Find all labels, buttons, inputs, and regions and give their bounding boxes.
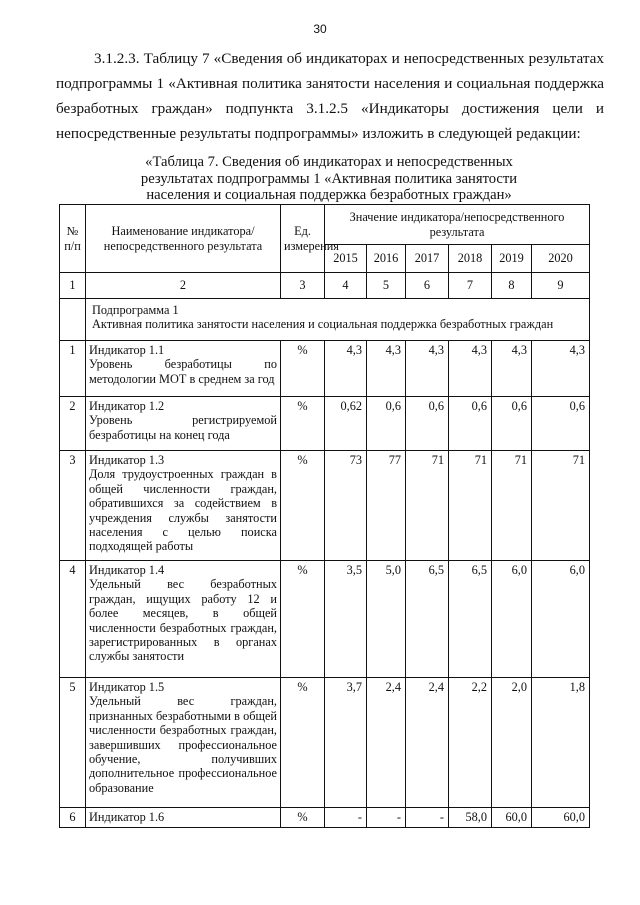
- value-cell: 4,3: [449, 341, 492, 397]
- value-cell: 0,6: [449, 397, 492, 451]
- unit-cell: %: [281, 341, 325, 397]
- indicator-description: Уровень регистрируемой безработицы на конец года: [89, 413, 277, 442]
- indicator-cell: [86, 678, 281, 808]
- value-cell: -: [406, 808, 449, 828]
- value-cell: 60,0: [492, 808, 532, 828]
- row-number: 2: [60, 397, 86, 451]
- header-year: 2020: [532, 245, 590, 273]
- value-cell: 0,6: [406, 397, 449, 451]
- value-cell: 6,0: [492, 561, 532, 678]
- header-num: № п/п: [60, 205, 86, 273]
- indicator-title: Индикатор 1.3: [89, 453, 165, 467]
- unit-cell: %: [281, 808, 325, 828]
- value-cell: 4,3: [367, 341, 406, 397]
- table-row: [60, 397, 590, 451]
- value-cell: 60,0: [532, 808, 590, 828]
- value-cell: 6,0: [532, 561, 590, 678]
- table-row: [60, 451, 590, 561]
- header-name: Наименование индикатора/непосредственного результата: [86, 205, 281, 273]
- indicator-title: Индикатор 1.5: [89, 680, 165, 694]
- row-number: 3: [60, 451, 86, 561]
- subprogram-row: [60, 299, 590, 341]
- indicator-description: Удельный вес безработных граждан, ищущих работу 12 и более месяцев, в общей численности безработных граждан, зарегистрированных в органах службы занятости: [89, 577, 277, 664]
- header-year: 2019: [492, 245, 532, 273]
- value-cell: 3,7: [325, 678, 367, 808]
- value-cell: 5,0: [367, 561, 406, 678]
- header-year: 2017: [406, 245, 449, 273]
- indicator-cell: [86, 561, 281, 678]
- row-number: 6: [60, 808, 86, 828]
- value-cell: 2,0: [492, 678, 532, 808]
- indicators-table: [59, 204, 590, 828]
- unit-cell: %: [281, 451, 325, 561]
- value-cell: 71: [492, 451, 532, 561]
- indicator-cell: [86, 397, 281, 451]
- value-cell: 6,5: [449, 561, 492, 678]
- value-cell: 0,6: [367, 397, 406, 451]
- value-cell: -: [325, 808, 367, 828]
- subprogram-label: Подпрограмма 1: [92, 303, 179, 317]
- value-cell: -: [367, 808, 406, 828]
- header-year: 2016: [367, 245, 406, 273]
- table-row: [60, 341, 590, 397]
- row-number: 5: [60, 678, 86, 808]
- column-number: 8: [492, 273, 532, 299]
- indicator-cell: [86, 808, 281, 828]
- value-cell: 73: [325, 451, 367, 561]
- table-row: [60, 678, 590, 808]
- table-row: [60, 808, 590, 828]
- value-cell: 4,3: [532, 341, 590, 397]
- column-number: 5: [367, 273, 406, 299]
- table-title: «Таблица 7. Сведения об индикаторах и непосредственных результатах подпрограммы 1 «Активная политика занятости населения и социальная поддержка безработных граждан»: [140, 154, 518, 203]
- subprogram-title: Активная политика занятости населения и социальная поддержка безработных граждан: [92, 317, 554, 332]
- indicator-description: Уровень безработицы по методологии МОТ в среднем за год: [89, 357, 277, 386]
- subprogram-cell: [86, 299, 590, 341]
- column-number: 9: [532, 273, 590, 299]
- indicator-title: Индикатор 1.1: [89, 343, 165, 357]
- value-cell: 2,4: [367, 678, 406, 808]
- row-number: 4: [60, 561, 86, 678]
- value-cell: 6,5: [406, 561, 449, 678]
- value-cell: 2,4: [406, 678, 449, 808]
- column-number: 6: [406, 273, 449, 299]
- value-cell: 0,6: [532, 397, 590, 451]
- indicator-cell: [86, 451, 281, 561]
- indicator-title: Индикатор 1.6: [89, 810, 165, 824]
- value-cell: 1,8: [532, 678, 590, 808]
- value-cell: 77: [367, 451, 406, 561]
- row-number: 1: [60, 341, 86, 397]
- unit-cell: %: [281, 397, 325, 451]
- value-cell: 71: [449, 451, 492, 561]
- indicator-title: Индикатор 1.2: [89, 399, 165, 413]
- value-cell: 71: [532, 451, 590, 561]
- indicator-title: Индикатор 1.4: [89, 563, 165, 577]
- table-row: [60, 561, 590, 678]
- header-value-group: Значение индикатора/непосредственного результата: [325, 205, 590, 245]
- indicator-description: Удельный вес граждан, признанных безработными в общей численности безработных граждан, завершивших профессиональное обучение, получивших дополнительное профессиональное образование: [89, 694, 277, 795]
- column-number: 7: [449, 273, 492, 299]
- intro-text: 3.1.2.3. Таблицу 7 «Сведения об индикаторах и непосредственных результатах подпрограммы 1 «Активная политика занятости населения и социальная поддержка безработных граждан» подпункта 3.1.2.5 «Индикаторы достижения цели и непосредственные результаты подпрограммы» изложить в следующей редакции:: [56, 50, 604, 142]
- column-number: 1: [60, 273, 86, 299]
- column-number: 2: [86, 273, 281, 299]
- column-number-row: [60, 273, 590, 299]
- header-year: 2015: [325, 245, 367, 273]
- indicator-cell: [86, 341, 281, 397]
- value-cell: 4,3: [325, 341, 367, 397]
- value-cell: 3,5: [325, 561, 367, 678]
- value-cell: 71: [406, 451, 449, 561]
- intro-paragraph: [56, 46, 604, 146]
- column-number: 3: [281, 273, 325, 299]
- page-number: 30: [313, 22, 327, 36]
- unit-cell: %: [281, 561, 325, 678]
- header-year: 2018: [449, 245, 492, 273]
- value-cell: 4,3: [406, 341, 449, 397]
- value-cell: 0,62: [325, 397, 367, 451]
- column-number: 4: [325, 273, 367, 299]
- value-cell: 58,0: [449, 808, 492, 828]
- header-unit: Ед. измерения: [281, 205, 325, 273]
- value-cell: 0,6: [492, 397, 532, 451]
- value-cell: 4,3: [492, 341, 532, 397]
- value-cell: 2,2: [449, 678, 492, 808]
- indicator-description: Доля трудоустроенных граждан в общей численности граждан, обратившихся за содействием в учреждения службы занятости населения с целью поиска подходящей работы: [89, 467, 277, 554]
- unit-cell: %: [281, 678, 325, 808]
